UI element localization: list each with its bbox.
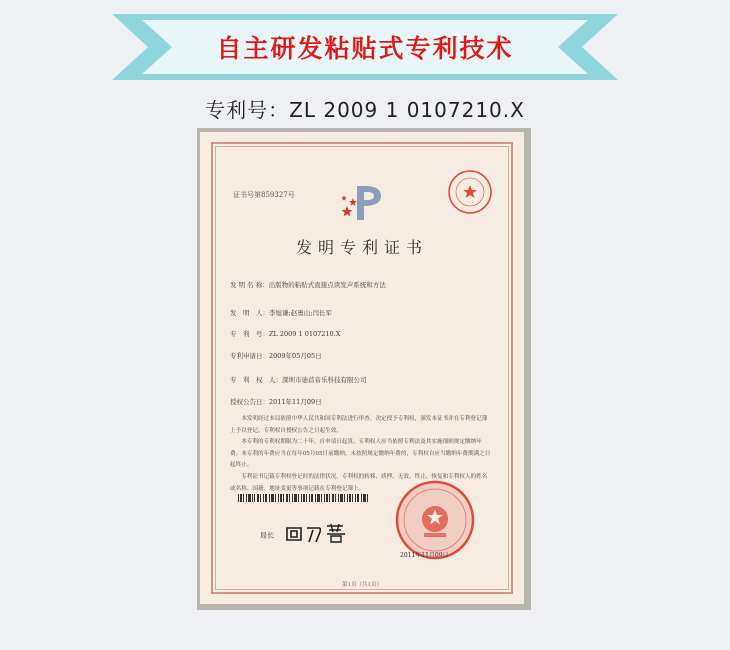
body-paragraph: 本专利的专利权期限为二十年，自申请日起算。专利权人应当依照专利法及其实施细则规定缴纳年费。本专利的年费应当在每年05月05日前缴纳。未按照规定缴纳年费的，专利权自应当缴纳年费期满之日起终止。 [230,439,491,469]
field-inventors: 发 明 人：李旭谦;赵勇山;闫长军 [230,309,332,317]
patent-number-heading: 专利号：ZL 2009 1 0107210.X [205,98,525,122]
certificate-number: 证书号第859327号 [233,191,295,199]
director-handwritten-signature [283,522,353,544]
field-application-date: 专利申请日：2009年05月05日 [230,352,322,360]
patent-certificate [200,132,524,604]
page-indicator: 第1页（共1页） [342,582,382,588]
qualification-stamp-icon [446,168,494,216]
field-invention-name: 发 明 名 称：出版物的粘贴式直接点读发声系统和方法 [230,281,386,289]
title-banner [112,14,618,80]
field-patent-number: 专 利 号：ZL 2009 1 0107210.X [230,330,341,338]
field-patentee: 专 利 权 人：深圳市迪蓓音乐科技有限公司 [230,376,367,384]
director-signature-block [260,522,353,544]
director-label: 局长 [260,531,274,540]
seal-date: 2011年11月09日 [400,552,449,559]
field-grant-date: 授权公告日：2011年11月09日 [230,398,322,406]
body-paragraph: 本发明经过本局依照中华人民共和国专利法进行审查，决定授予专利权，颁发本证书并在专利登记簿上予以登记。专利权自授权公告之日起生效。 [230,416,488,434]
banner-title: 自主研发粘贴式专利技术 [216,34,514,63]
official-seal-icon [394,479,476,561]
barcode-icon [238,494,368,502]
sipo-logo-icon [337,180,387,226]
certificate-title: 发明专利证书 [295,238,428,257]
body-paragraph: 专利证书记载专利权登记时的法律状况。专利权的转移、质押、无效、终止、恢复和专利权人的姓名或名称、国籍、地址变更等事项记载在专利登记簿上。 [230,473,488,492]
